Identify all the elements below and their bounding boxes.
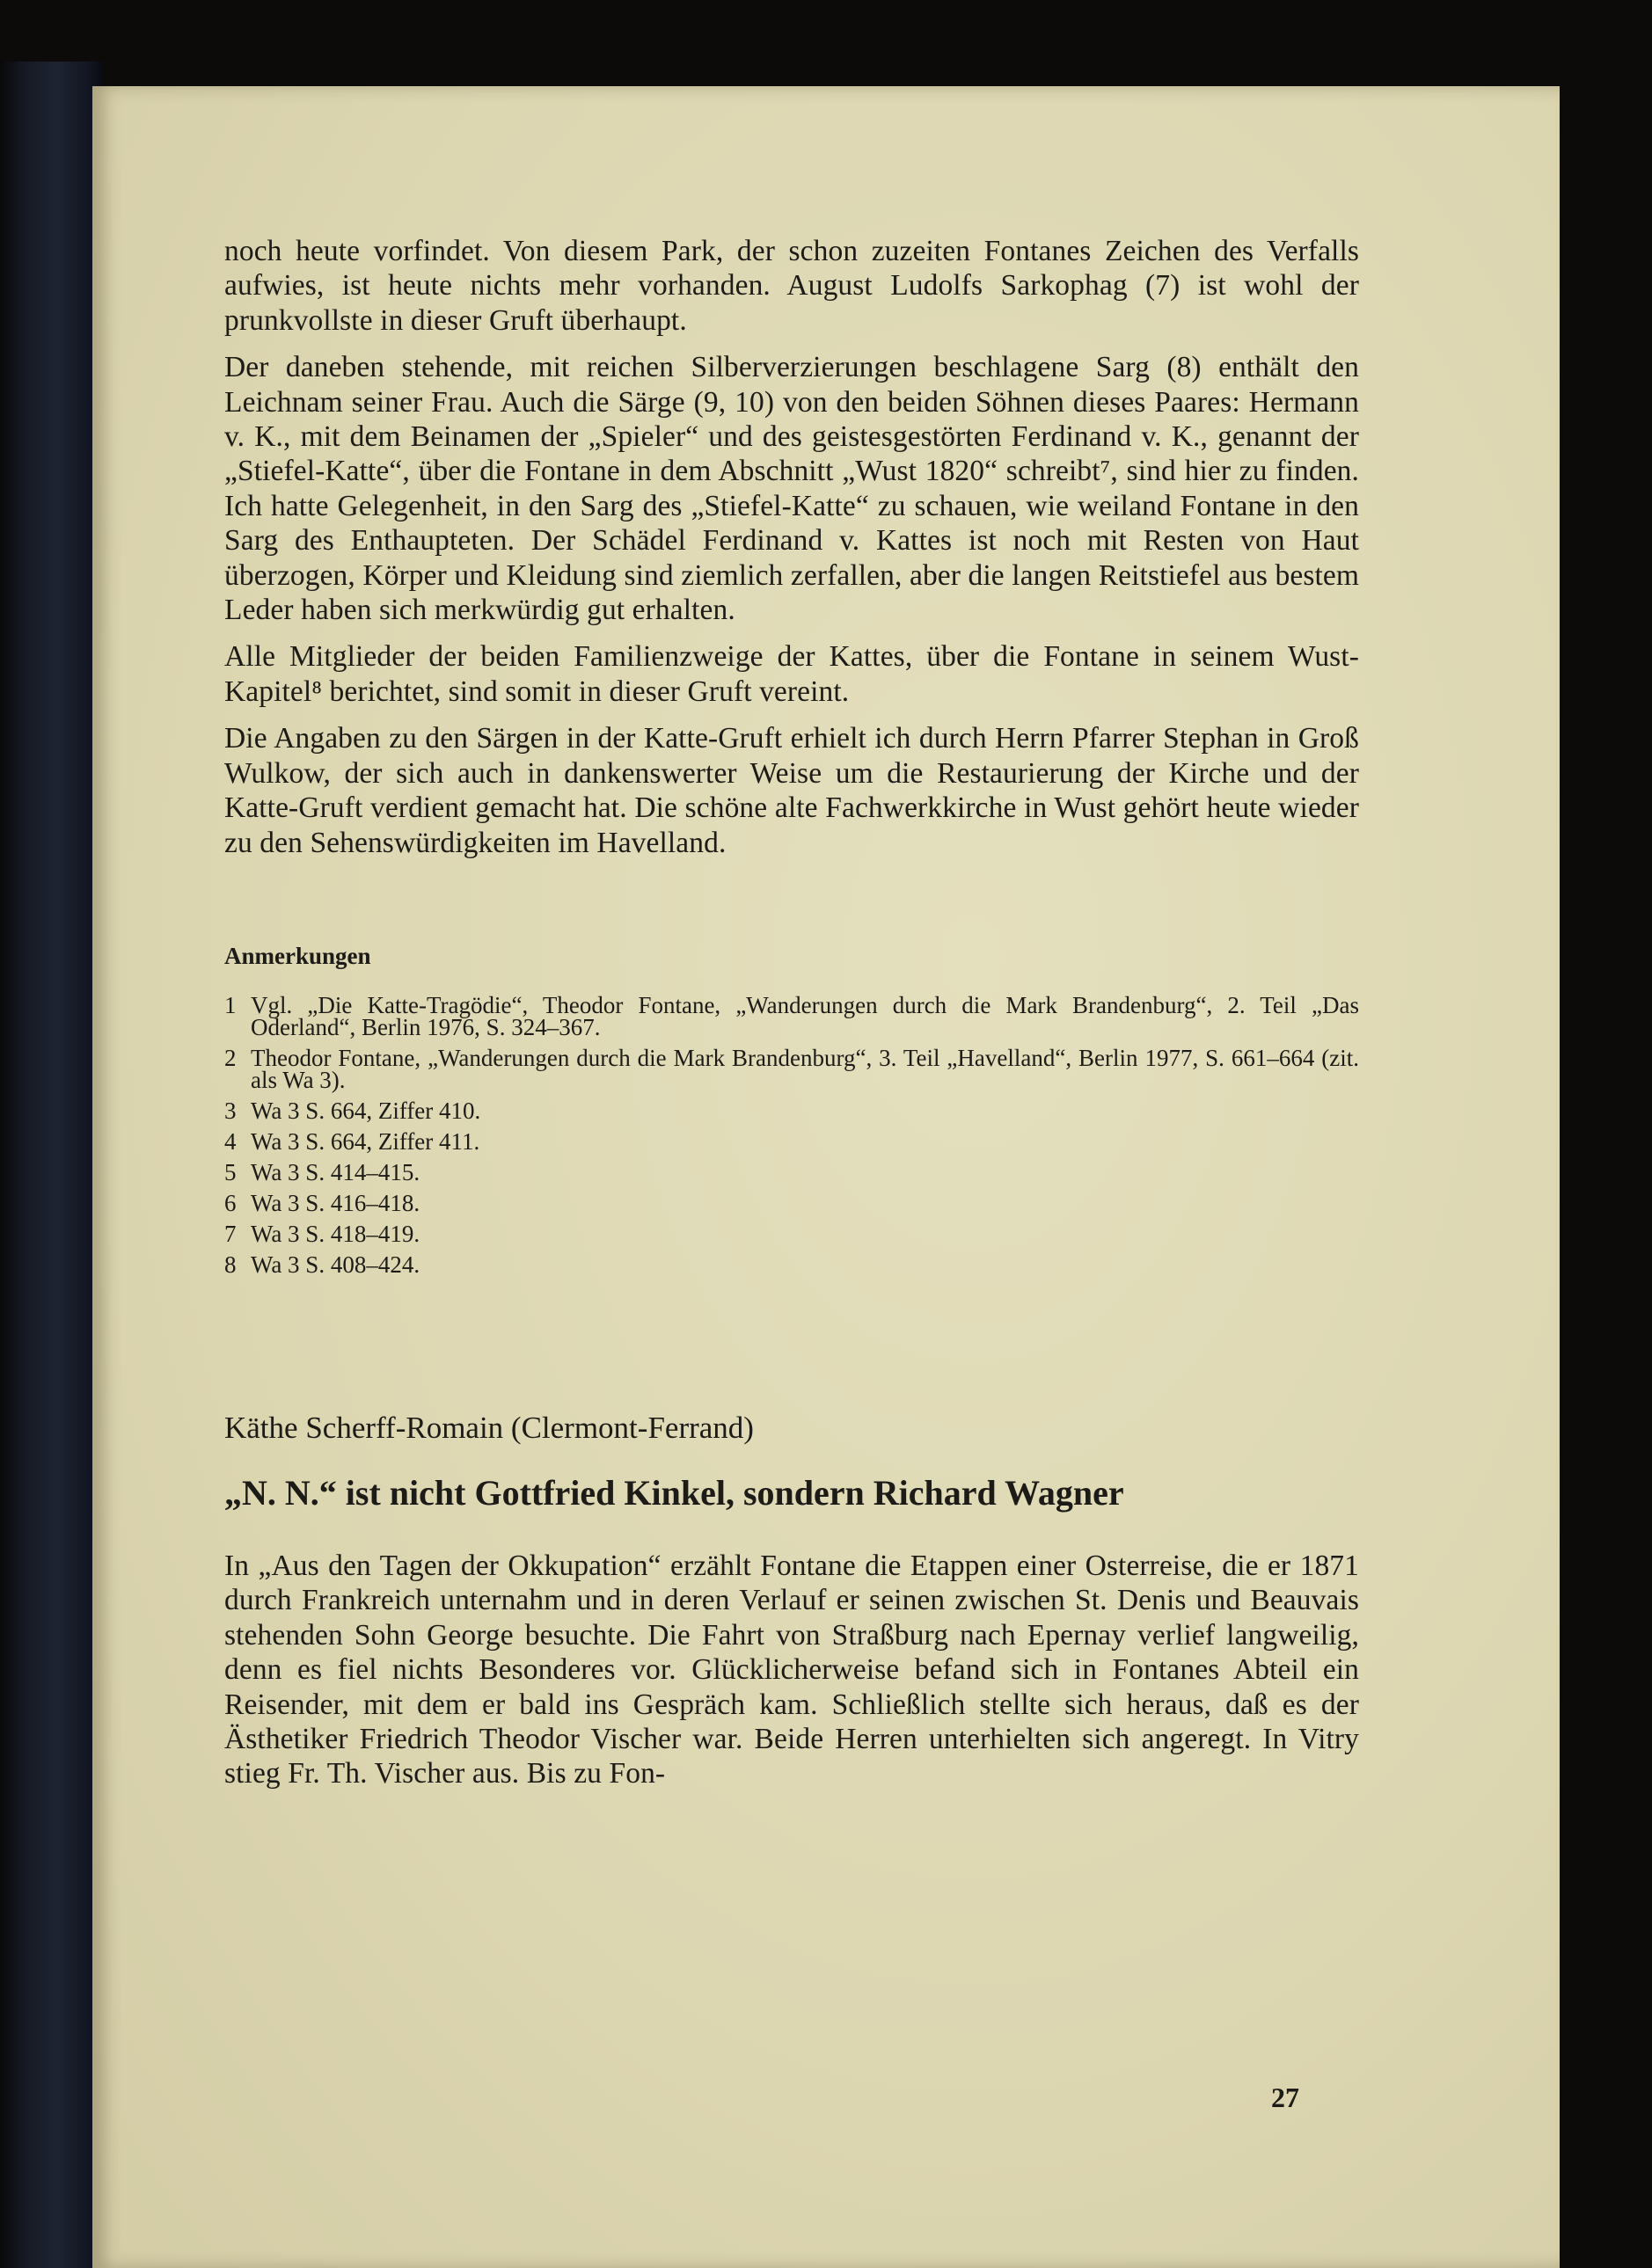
footnote-text: Vgl. „Die Katte-Tragödie“, Theodor Fontane, „Wanderungen durch die Mark Brandenburg“, 2. Teil „Das Oderland“, Berlin 1976, S. 324–367. [251,991,1359,1040]
footnote-text: Wa 3 S. 408–424. [251,1251,420,1278]
footnote [224,1220,1359,1247]
footnote-number: 1 [224,991,237,1018]
footnote-text: Wa 3 S. 664, Ziffer 410. [251,1097,481,1124]
footnote [224,1097,1359,1124]
footnote [224,1189,1359,1216]
paragraph-2: Der daneben stehende, mit reichen Silberverzierungen beschlagene Sarg (8) enthält den Leichnam seiner Frau. Auch die Särge (9, 10) von den beiden Söhnen dieses Paares: Hermann v. K., mit dem Beinamen der „Spieler“ und des geistesgestörten Ferdinand v. K., genannt der „Stiefel-Katte“, über die Fontane in dem Abschnitt „Wust 1820“ schreibt⁷, sind hier zu finden. Ich hatte Gelegenheit, in den Sarg des „Stiefel-Katte“ zu schauen, wie weiland Fontane in den Sarg des Enthaupteten. Der Schädel Ferdinand v. Kattes ist noch mit Resten von Haut überzogen, Körper und Kleidung sind ziemlich zerfallen, aber die langen Reitstiefel aus bestem Leder haben sich merkwürdig gut erhalten. [224,351,1359,627]
footnote [224,1127,1359,1155]
footnote-text: Theodor Fontane, „Wanderungen durch die Mark Brandenburg“, 3. Teil „Havelland“, Berlin 1977, S. 661–664 (zit. als Wa 3). [251,1044,1359,1093]
footnote [224,1158,1359,1185]
footnote-text: Wa 3 S. 414–415. [251,1158,420,1185]
footnote-text: Wa 3 S. 664, Ziffer 411. [251,1127,480,1155]
footnote-number: 8 [224,1251,237,1278]
notes-heading: Anmerkungen [224,942,371,969]
article-author: Käthe Scherff-Romain (Clermont-Ferrand) [224,1410,754,1445]
footnote [224,1044,1359,1093]
footnote-number: 6 [224,1189,237,1216]
paragraph-4: Die Angaben zu den Särgen in der Katte-Gruft erhielt ich durch Herrn Pfarrer Stephan in Groß Wulkow, der sich auch in dankenswerter Weise um die Restaurierung der Kirche und der Katte-Gruft verdient gemacht hat. Die schöne alte Fachwerkkirche in Wust gehört heute wieder zu den Sehenswürdigkeiten im Havelland. [224,722,1359,859]
paragraph-1: noch heute vorfindet. Von diesem Park, der schon zuzeiten Fontanes Zeichen des Verfalls aufwies, ist heute nichts mehr vorhanden. August Ludolfs Sarkophag (7) ist wohl der prunkvollste in dieser Gruft überhaupt. [224,235,1359,337]
footnote [224,991,1359,1040]
footnote-number: 7 [224,1220,237,1247]
article-body: In „Aus den Tagen der Okkupation“ erzählt Fontane die Etappen einer Osterreise, die er 1871 durch Frankreich unternahm und in deren Verlauf er seinen zwischen St. Denis und Beauvais stehenden Sohn George besuchte. Die Fahrt von Straßburg nach Epernay verlief langweilig, denn es fiel nichts Besonderes vor. Glücklicherweise befand sich in Fontanes Abteil ein Reisender, mit dem er bald ins Gespräch kam. Schließlich stellte sich heraus, daß es der Ästhetiker Friedrich Theodor Vischer war. Beide Herren unterhielten sich angeregt. In Vitry stieg Fr. Th. Vischer aus. Bis zu Fon- [224,1549,1359,1790]
paragraph-3: Alle Mitglieder der beiden Familienzweige der Kattes, über die Fontane in seinem Wust-Kapitel⁸ berichtet, sind somit in dieser Gruft vereint. [224,640,1359,708]
footnote-text: Wa 3 S. 418–419. [251,1220,420,1247]
footnote-number: 4 [224,1127,237,1155]
footnote-number: 5 [224,1158,237,1185]
book-page [92,86,1560,2268]
footnote-number: 2 [224,1044,237,1071]
footnote [224,1251,1359,1278]
article-title: „N. N.“ ist nicht Gottfried Kinkel, sondern Richard Wagner [224,1472,1124,1513]
page-content [224,234,1359,1804]
footnote-number: 3 [224,1097,237,1124]
book-spine [0,62,104,2268]
page-number: 27 [1271,2082,1299,2113]
footnote-text: Wa 3 S. 416–418. [251,1189,420,1216]
